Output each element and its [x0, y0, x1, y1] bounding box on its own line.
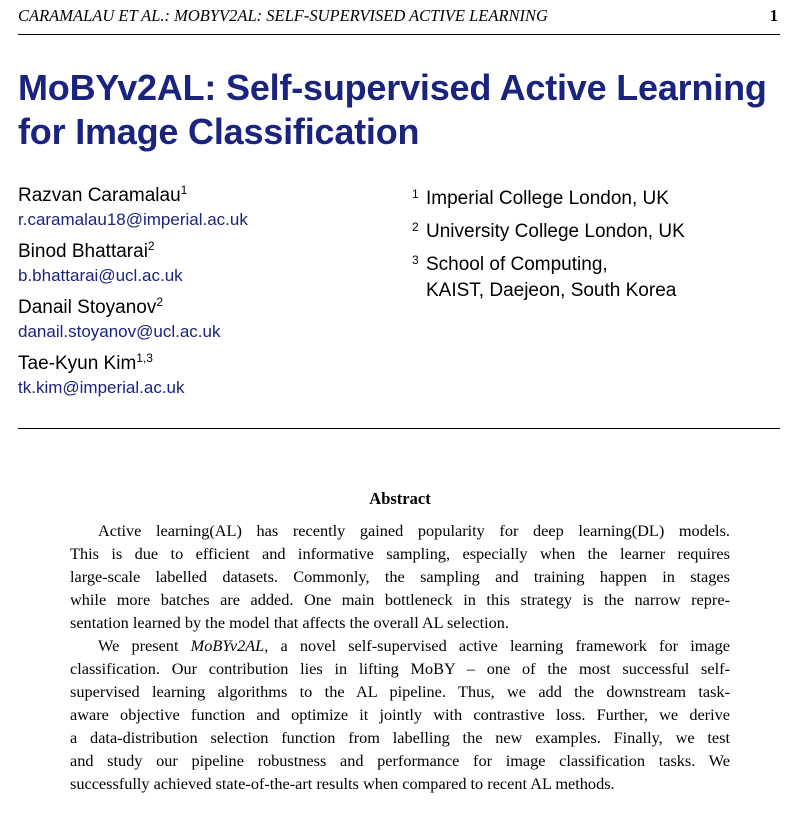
author-email-link[interactable]: b.bhattarai@ucl.ac.uk	[18, 266, 183, 285]
abstract-line: and study our pipeline robustness and performance for image classification tasks. We	[70, 751, 730, 770]
affiliation-item-continued: KAIST, Daejeon, South Korea	[426, 280, 677, 301]
page-number: 1	[769, 6, 778, 25]
abstract-line: while more batches are added. One main bottleneck in this strategy is the narrow repre-	[70, 590, 730, 609]
abstract-line: a data-distribution selection function from labelling the new examples. Finally, we test	[70, 728, 730, 747]
author-name: Tae-Kyun Kim$^{1,3}$	[18, 351, 153, 374]
author-affiliation-mark: 1,3	[136, 351, 153, 365]
affiliation-item: 2 University College London, UK	[412, 220, 685, 242]
running-title: CARAMALAU ET AL.: MOBYV2AL: SELF-SUPERVISED ACTIVE LEARNING	[18, 6, 548, 25]
author-email-link[interactable]: danail.stoyanov@ucl.ac.uk	[18, 322, 221, 341]
author-affiliation-mark: 2	[156, 295, 164, 309]
abstract-line: Active learning(AL) has recently gained popularity for deep learning(DL) models.	[98, 521, 730, 540]
author-affiliation-mark: 1	[180, 183, 188, 197]
section-rule	[18, 428, 780, 429]
abstract-line: sentation learned by the model that affects the overall AL selection.	[70, 613, 509, 632]
abstract-line: aware objective function and optimize it jointly with contrastive loss. Further, we derive	[70, 705, 730, 724]
author-list	[18, 184, 398, 408]
author-affiliation-mark: 2	[147, 239, 155, 253]
author-name: Razvan Caramalau$^1$	[18, 183, 188, 206]
header-rule	[18, 34, 780, 35]
running-header	[18, 6, 780, 28]
affiliation-item: 3 School of Computing,	[412, 253, 608, 275]
abstract-line: We present MoBYv2AL, a novel self-supervised active learning framework for image	[98, 636, 730, 655]
affiliation-list	[412, 186, 782, 304]
abstract-line: supervised learning algorithms to the AL pipeline. Thus, we add the downstream task-	[70, 682, 730, 701]
affiliation-item: 1 Imperial College London, UK	[412, 187, 669, 209]
author-email-link[interactable]: r.caramalau18@imperial.ac.uk	[18, 210, 248, 229]
author-name: Binod Bhattarai$^2$	[18, 239, 155, 262]
paper-title	[18, 66, 788, 154]
author-email-link[interactable]: tk.kim@imperial.ac.uk	[18, 378, 185, 397]
abstract-line: successfully achieved state-of-the-art results when compared to recent AL methods.	[70, 774, 615, 793]
title-line-2: for Image Classification	[18, 111, 420, 152]
method-name: MoBYv2AL	[190, 636, 265, 655]
abstract-heading: Abstract	[369, 489, 431, 508]
abstract-line: classification. Our contribution lies in lifting MoBY – one of the most successful self-	[70, 659, 730, 678]
title-line-1: MoBYv2AL: Self-supervised Active Learning	[18, 67, 767, 108]
author-name: Danail Stoyanov$^2$	[18, 295, 164, 318]
abstract-line: large-scale labelled datasets. Commonly, the sampling and training happen in stages	[70, 567, 730, 586]
abstract-line: This is due to efficient and informative sampling, especially when the learner requires	[70, 544, 730, 563]
